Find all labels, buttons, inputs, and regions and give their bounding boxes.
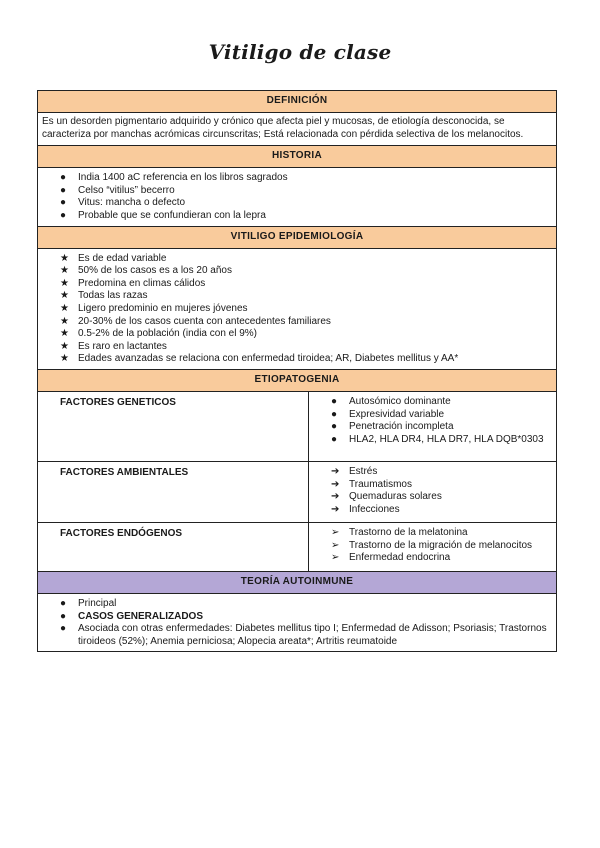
star-icon: ★	[60, 265, 69, 277]
list-item: ➔ Quemaduras solares	[331, 491, 442, 503]
list-item: ● Expresividad variable	[331, 408, 445, 420]
list-item: ● Autosómico dominante	[331, 395, 451, 407]
star-icon: ★	[60, 277, 69, 289]
list-item: ● Asociada con otras enfermedades: Diabetes mellitus tipo I; Enfermedad de Adisson; Psoriasis; Trastornos tiroideos (52%); Anemia perniciosa; Alopecia areata*; Artritis reumatoide	[60, 623, 547, 647]
list-item: ● Penetración incompleta	[331, 421, 454, 433]
list-item: ● CASOS GENERALIZADOS	[60, 610, 204, 622]
list-item: ★ 0.5-2% de la población (india con el 9%)	[60, 328, 257, 340]
list-item: ➔ Estrés	[331, 465, 378, 477]
section-header-historia: HISTORIA	[38, 146, 557, 168]
definicion-text: Es un desorden pigmentario adquirido y crónico que afecta piel y mucosas, de etiología desconocida, se caracteriza por manchas acrómicas circunscritas; Está relacionada con pérdida selectiva de los melanocitos.	[38, 113, 557, 146]
star-icon: ★	[60, 290, 69, 302]
factor-items-ambientales	[309, 461, 557, 522]
list-item: ★ 20-30% de los casos cuenta con antecedentes familiares	[60, 315, 331, 327]
bullet-dot-icon: ●	[331, 433, 338, 445]
bullet-dot-icon: ●	[331, 421, 338, 433]
star-icon: ★	[60, 328, 69, 340]
arrow-right-icon: ➔	[331, 478, 340, 490]
triangle-arrow-icon: ➢	[331, 527, 340, 539]
arrow-right-icon: ➔	[331, 465, 340, 477]
bullet-dot-icon: ●	[60, 610, 67, 622]
bullet-dot-icon: ●	[60, 209, 67, 221]
factor-items-endogenos	[309, 523, 557, 572]
section-header-etiopatogenia: ETIOPATOGENIA	[38, 369, 557, 391]
list-item: ● Probable que se confundieran con la lepra	[60, 209, 266, 221]
epidemiologia-cell	[38, 248, 557, 369]
list-item: ➢ Trastorno de la migración de melanocitos	[331, 539, 533, 551]
star-icon: ★	[60, 340, 69, 352]
list-item: ➔ Infecciones	[331, 503, 400, 515]
autoinmune-list	[38, 594, 556, 651]
list-item: ★ Todas las razas	[60, 290, 148, 302]
page-title: Vitiligo de clase	[208, 40, 392, 64]
bullet-dot-icon: ●	[331, 395, 338, 407]
list-item: ● India 1400 aC referencia en los libros sagrados	[60, 172, 288, 184]
bullet-dot-icon: ●	[331, 408, 338, 420]
list-item: ● Celso “vitilus” becerro	[60, 184, 175, 196]
list-item: ➔ Traumatismos	[331, 478, 412, 490]
list-item: ➢ Trastorno de la melatonina	[331, 527, 468, 539]
star-icon: ★	[60, 302, 69, 314]
list-item: ★ Es de edad variable	[60, 252, 167, 264]
triangle-arrow-icon: ➢	[331, 539, 340, 551]
historia-cell	[38, 168, 557, 226]
vitiligo-table	[37, 90, 557, 652]
list-item: ★ Ligero predominio en mujeres jóvenes	[60, 302, 248, 314]
list-item: ➢ Enfermedad endocrina	[331, 552, 451, 564]
list-item: ★ Edades avanzadas se relaciona con enfermedad tiroidea; AR, Diabetes mellitus y AA*	[60, 353, 459, 365]
factor-label-geneticos: FACTORES GENETICOS	[38, 391, 309, 461]
arrow-right-icon: ➔	[331, 503, 340, 515]
triangle-arrow-icon: ➢	[331, 552, 340, 564]
star-icon: ★	[60, 252, 69, 264]
epidemiologia-list	[38, 249, 556, 369]
list-item: ● HLA2, HLA DR4, HLA DR7, HLA DQB*0303	[331, 433, 544, 445]
bullet-dot-icon: ●	[60, 184, 67, 196]
factor-label-ambientales: FACTORES AMBIENTALES	[38, 461, 309, 522]
list-item: ★ Es raro en lactantes	[60, 340, 167, 352]
autoinmune-cell	[38, 594, 557, 652]
list-item: ● Vitus: mancha o defecto	[60, 197, 186, 209]
star-icon: ★	[60, 353, 69, 365]
factor-label-endogenos: FACTORES ENDÓGENOS	[38, 523, 309, 572]
section-header-epidemiologia: VITILIGO EPIDEMIOLOGÍA	[38, 226, 557, 248]
historia-list	[38, 168, 556, 225]
arrow-right-icon: ➔	[331, 491, 340, 503]
list-item: ★ Predomina en climas cálidos	[60, 277, 206, 289]
section-header-autoinmune: TEORÍA AUTOINMUNE	[38, 572, 557, 594]
section-header-definicion: DEFINICIÓN	[38, 91, 557, 113]
list-item: ★ 50% de los casos es a los 20 años	[60, 265, 232, 277]
bullet-dot-icon: ●	[60, 623, 67, 635]
star-icon: ★	[60, 315, 69, 327]
list-item: ● Principal	[60, 598, 117, 610]
bullet-dot-icon: ●	[60, 598, 67, 610]
bullet-dot-icon: ●	[60, 172, 67, 184]
bullet-dot-icon: ●	[60, 197, 67, 209]
factor-items-geneticos	[309, 391, 557, 461]
